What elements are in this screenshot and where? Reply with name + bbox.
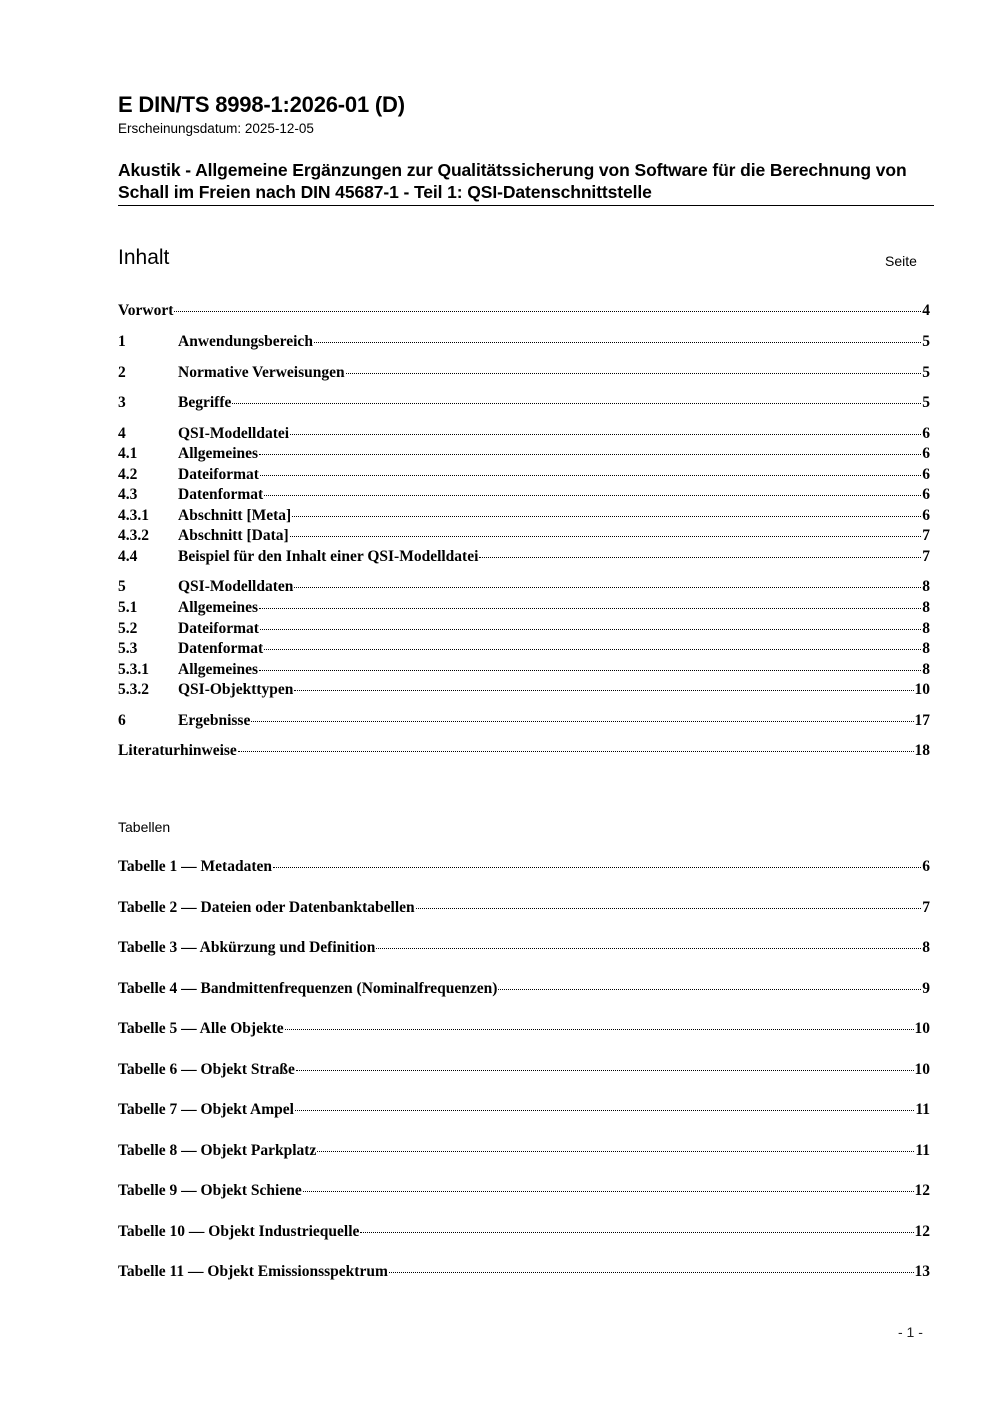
dot-leader (232, 403, 921, 404)
toc-entry[interactable] (118, 680, 930, 700)
publication-date: Erscheinungsdatum: 2025-12-05 (118, 121, 314, 136)
toc-entry-page: 8 (922, 620, 930, 637)
toc-entry[interactable] (118, 526, 930, 546)
toc-entry[interactable] (118, 547, 930, 567)
table-entry-label: Tabelle 7 — Objekt Ampel (118, 1101, 294, 1118)
table-entry-label: Tabelle 5 — Alle Objekte (118, 1020, 284, 1037)
table-entry-label: Tabelle 8 — Objekt Parkplatz (118, 1142, 317, 1159)
dot-leader (259, 670, 921, 671)
dot-leader (376, 948, 921, 949)
dot-leader (346, 373, 922, 374)
toc-entry-number: 5.3.1 (118, 661, 149, 678)
toc-entry[interactable] (118, 444, 930, 464)
toc-entry-number: 4 (118, 425, 126, 442)
table-entry-page: 12 (914, 1223, 930, 1240)
toc-entry-label: Dateiformat (178, 466, 259, 483)
toc-entry[interactable] (118, 465, 930, 485)
page-column-label: Seite (885, 253, 917, 269)
dot-leader (260, 475, 921, 476)
toc-entry-label: Normative Verweisungen (178, 364, 345, 381)
table-entry-label: Tabelle 4 — Bandmittenfrequenzen (Nominalfrequenzen) (118, 980, 498, 997)
toc-entry-label: QSI-Objekttypen (178, 681, 294, 698)
toc-entry[interactable] (118, 424, 930, 444)
table-entry-page: 12 (914, 1182, 930, 1199)
toc-entry-number: 5 (118, 578, 126, 595)
toc-entry-page: 6 (922, 466, 930, 483)
toc-entry-number: 4.3.1 (118, 507, 149, 524)
table-entry-page: 10 (914, 1020, 930, 1037)
toc-entry-page: 5 (922, 333, 930, 350)
table-list-entry[interactable] (118, 1262, 930, 1282)
table-entry-page: 13 (914, 1263, 930, 1280)
toc-entry-page: 10 (914, 681, 930, 698)
toc-entry[interactable] (118, 363, 930, 383)
dot-leader (360, 1232, 913, 1233)
dot-leader (317, 1151, 914, 1152)
toc-entry-number: 5.2 (118, 620, 138, 637)
page-number: - 1 - (898, 1324, 923, 1340)
toc-entry-label: Vorwort (118, 302, 174, 319)
toc-entry-page: 7 (922, 548, 930, 565)
toc-entry[interactable] (118, 506, 930, 526)
toc-entry-page: 7 (922, 527, 930, 544)
toc-entry[interactable] (118, 598, 930, 618)
toc-entry[interactable] (118, 741, 930, 761)
dot-leader (303, 1191, 914, 1192)
table-entry-label: Tabelle 3 — Abkürzung und Definition (118, 939, 376, 956)
dot-leader (292, 516, 921, 517)
toc-entry-number: 1 (118, 333, 126, 350)
table-list-entry[interactable] (118, 1141, 930, 1161)
toc-entry-page: 8 (922, 640, 930, 657)
toc-entry[interactable] (118, 301, 930, 321)
toc-entry-page: 6 (922, 425, 930, 442)
table-entry-label: Tabelle 9 — Objekt Schiene (118, 1182, 302, 1199)
toc-entry-page: 5 (922, 394, 930, 411)
title-underline (118, 205, 934, 206)
dot-leader (259, 454, 921, 455)
toc-entry-number: 4.3.2 (118, 527, 149, 544)
toc-entry[interactable] (118, 660, 930, 680)
toc-entry[interactable] (118, 711, 930, 731)
dot-leader (294, 690, 913, 691)
toc-entry-page: 17 (914, 712, 930, 729)
toc-entry[interactable] (118, 332, 930, 352)
table-list-entry[interactable] (118, 1100, 930, 1120)
dot-leader (294, 587, 921, 588)
toc-entry[interactable] (118, 619, 930, 639)
toc-entry-label: Begriffe (178, 394, 232, 411)
dot-leader (296, 1070, 914, 1071)
dot-leader (314, 342, 921, 343)
tables-heading: Tabellen (118, 819, 171, 835)
table-entry-label: Tabelle 1 — Metadaten (118, 858, 272, 875)
dot-leader (285, 1029, 914, 1030)
toc-entry-label: Allgemeines (178, 445, 259, 462)
toc-entry-label: Anwendungsbereich (178, 333, 313, 350)
toc-entry-label: Literaturhinweise (118, 742, 237, 759)
dot-leader (416, 908, 922, 909)
toc-entry-label: Ergebnisse (178, 712, 251, 729)
toc-entry-number: 4.1 (118, 445, 138, 462)
table-list-entry[interactable] (118, 1222, 930, 1242)
dot-leader (479, 557, 921, 558)
dot-leader (264, 649, 921, 650)
table-entry-page: 8 (922, 939, 930, 956)
dot-leader (295, 1110, 914, 1111)
toc-entry[interactable] (118, 639, 930, 659)
dot-leader (290, 434, 921, 435)
toc-entry-page: 5 (922, 364, 930, 381)
toc-entry[interactable] (118, 485, 930, 505)
toc-entry-number: 4.3 (118, 486, 138, 503)
toc-entry-label: Abschnitt [Meta] (178, 507, 292, 524)
toc-entry-label: Datenformat (178, 640, 264, 657)
dot-leader (498, 989, 921, 990)
toc-entry-number: 3 (118, 394, 126, 411)
dot-leader (389, 1272, 914, 1273)
document-id: E DIN/TS 8998-1:2026-01 (D) (118, 92, 405, 117)
table-list-entry[interactable] (118, 1060, 930, 1080)
table-entry-page: 7 (922, 899, 930, 916)
toc-entry-number: 6 (118, 712, 126, 729)
table-list-entry[interactable] (118, 1019, 930, 1039)
toc-entry-number: 5.1 (118, 599, 138, 616)
table-list-entry[interactable] (118, 898, 930, 918)
table-entry-label: Tabelle 10 — Objekt Industriequelle (118, 1223, 360, 1240)
table-entry-page: 9 (922, 980, 930, 997)
dot-leader (251, 721, 913, 722)
dot-leader (238, 751, 914, 752)
toc-entry-page: 6 (922, 507, 930, 524)
toc-entry-label: Datenformat (178, 486, 264, 503)
table-entry-page: 6 (922, 858, 930, 875)
toc-entry-page: 6 (922, 445, 930, 462)
table-entry-label: Tabelle 2 — Dateien oder Datenbanktabellen (118, 899, 415, 916)
document-title: Akustik - Allgemeine Ergänzungen zur Qualitätssicherung von Software für die Berechnung von Schall im Freien nach DIN 45687-1 - Teil 1: QSI-Datenschnittstelle (118, 160, 907, 202)
dot-leader (273, 867, 921, 868)
table-entry-page: 11 (915, 1142, 930, 1159)
toc-entry-page: 8 (922, 578, 930, 595)
toc-entry-label: Dateiformat (178, 620, 259, 637)
toc-entry-label: Beispiel für den Inhalt einer QSI-Modelldatei (178, 548, 479, 565)
table-list-entry[interactable] (118, 1181, 930, 1201)
dot-leader (264, 495, 921, 496)
table-entry-page: 10 (914, 1061, 930, 1078)
table-entry-page: 11 (915, 1101, 930, 1118)
toc-entry-number: 2 (118, 364, 126, 381)
toc-entry-number: 5.3.2 (118, 681, 149, 698)
toc-entry-page: 8 (922, 661, 930, 678)
dot-leader (260, 629, 921, 630)
toc-entry[interactable] (118, 577, 930, 597)
dot-leader (259, 608, 921, 609)
toc-entry-label: Allgemeines (178, 599, 259, 616)
table-list-entry[interactable] (118, 938, 930, 958)
toc-entry-page: 6 (922, 486, 930, 503)
toc-entry-page: 18 (914, 742, 930, 759)
toc-entry-label: QSI-Modelldaten (178, 578, 294, 595)
table-entry-label: Tabelle 11 — Objekt Emissionsspektrum (118, 1263, 388, 1280)
table-list-entry[interactable] (118, 857, 930, 877)
toc-entry-page: 8 (922, 599, 930, 616)
toc-heading: Inhalt (118, 246, 170, 269)
toc-entry-label: QSI-Modelldatei (178, 425, 290, 442)
toc-entry-number: 4.2 (118, 466, 138, 483)
toc-entry[interactable] (118, 393, 930, 413)
table-entry-label: Tabelle 6 — Objekt Straße (118, 1061, 295, 1078)
toc-entry-label: Abschnitt [Data] (178, 527, 289, 544)
toc-entry-number: 5.3 (118, 640, 138, 657)
toc-entry-number: 4.4 (118, 548, 138, 565)
dot-leader (174, 311, 921, 312)
toc-entry-label: Allgemeines (178, 661, 259, 678)
dot-leader (290, 536, 922, 537)
toc-entry-page: 4 (922, 302, 930, 319)
table-list-entry[interactable] (118, 979, 930, 999)
